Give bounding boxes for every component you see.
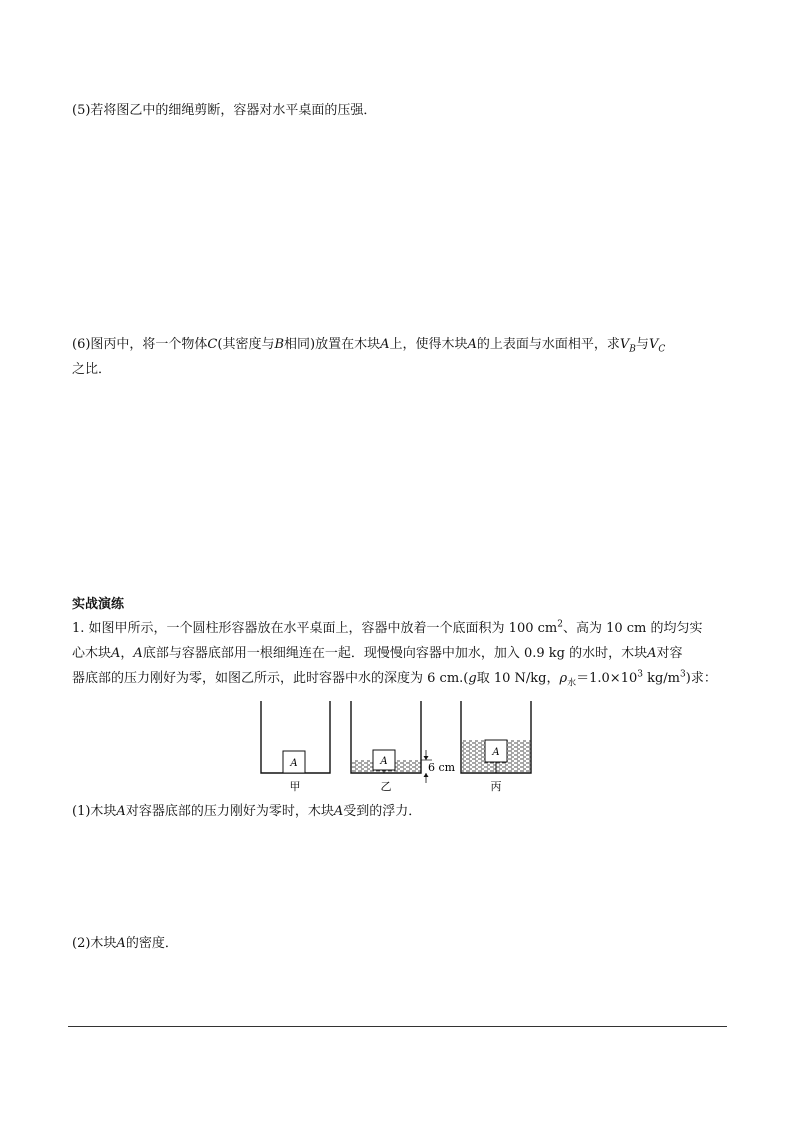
depth-label: 6 cm (428, 761, 456, 774)
caption-bing: 丙 (490, 780, 502, 793)
block-a-bing-label: A (492, 747, 500, 758)
block-a-yi-label: A (380, 756, 388, 767)
problem-1-line-3: 器底部的压力刚好为零，如图乙所示，此时容器中水的深度为 6 cm.(g取 10 N/kg，$\rho_水=1.0\times 10^3$ $kg/m^3$)求： (72, 669, 717, 689)
caption-jia: 甲 (289, 780, 301, 793)
footer-rule (68, 1026, 727, 1027)
question-6-line-2: 之比． (72, 362, 112, 377)
question-6-line-1: (6)图丙中，将一个物体C(其密度与B相同)放置在木块A上，使得木块A的上表面与水面相平，求$V_B$与$V_C$ (72, 337, 666, 355)
container-bing (461, 701, 531, 773)
container-yi (351, 701, 456, 783)
caption-yi: 乙 (380, 780, 392, 793)
section-title: 实战演练 (72, 597, 125, 612)
problem-1-line-2: 心木块A，A底部与容器底部用一根细绳连在一起．现慢慢向容器中加水，加入 0.9 kg 的水时，木块A对容 (72, 646, 683, 661)
sub-question-2: (2)木块A的密度． (72, 936, 178, 951)
sub-question-1: (1)木块A对容器底部的压力刚好为零时，木块A受到的浮力． (72, 804, 422, 819)
containers-figure (250, 698, 550, 796)
block-a-jia-label: A (290, 758, 298, 769)
question-5: (5)若将图乙中的细绳剪断，容器对水平桌面的压强． (72, 103, 377, 118)
problem-1-line-1: 1. 如图甲所示，一个圆柱形容器放在水平桌面上，容器中放着一个底面积为 100 $cm^2$、高为 10 cm 的均匀实 (72, 619, 703, 636)
container-jia (261, 701, 330, 773)
